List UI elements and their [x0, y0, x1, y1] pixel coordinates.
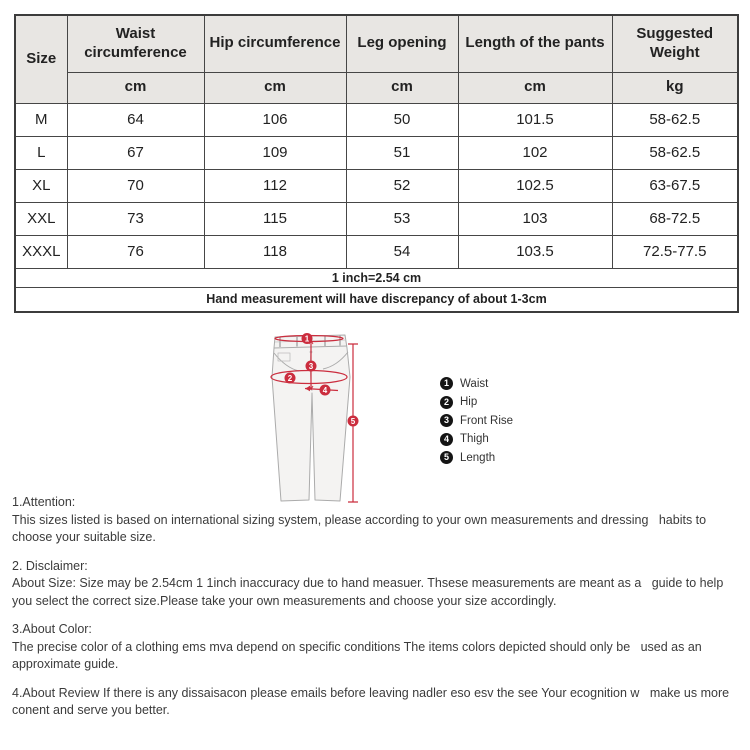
unit-leg-opening: cm [346, 72, 458, 103]
cell-value: 68-72.5 [612, 202, 738, 235]
size-label: XXL [15, 202, 67, 235]
marker-3-front-rise: 3 [308, 361, 314, 371]
unit-hip: cm [204, 72, 346, 103]
cell-value: 72.5-77.5 [612, 235, 738, 268]
cell-value: 64 [67, 103, 204, 136]
size-label: XL [15, 169, 67, 202]
column-header-weight: Suggested Weight [612, 15, 738, 72]
legend-item-front-rise [440, 414, 513, 428]
legend-label-waist: Waist [460, 377, 489, 390]
column-header-size: Size [15, 15, 67, 103]
note-attention-body: This sizes listed is based on international sizing system, please according to your own measurements and dressing habits to choose your suitable size. [12, 512, 710, 544]
note-about-review [12, 685, 742, 720]
legend-badge-2: 2 [440, 396, 453, 409]
note-about-review-body: 4.About Review If there is any dissaisacon please emails before leaving nadler eso esv the see Your ecognition w make us more conent and serve you better. [12, 685, 733, 717]
legend-item-hip [440, 396, 513, 410]
legend-badge-3: 3 [440, 414, 453, 427]
unit-weight: kg [612, 72, 738, 103]
cell-value: 58-62.5 [612, 136, 738, 169]
legend-badge-5: 5 [440, 451, 453, 464]
size-label: XXXL [15, 235, 67, 268]
note-attention [12, 494, 742, 547]
legend-item-waist [440, 377, 513, 391]
cell-value: 51 [346, 136, 458, 169]
cell-value: 53 [346, 202, 458, 235]
cell-value: 70 [67, 169, 204, 202]
column-header-waist: Waist circumference [67, 15, 204, 72]
cell-value: 67 [67, 136, 204, 169]
table-unit-row [15, 72, 738, 103]
size-label: M [15, 103, 67, 136]
note-about-color [12, 621, 742, 674]
note-disclaimer-body: About Size: Size may be 2.54cm 1 1inch inaccuracy due to hand measuer. Thsese measurements are meant as a guide to help you select the correct size.Please take your own measurements and choose your size accordingly. [12, 576, 727, 608]
footnote-row-inch [15, 268, 738, 287]
size-chart-table [14, 14, 739, 313]
column-header-hip: Hip circumference [204, 15, 346, 72]
cell-value: 54 [346, 235, 458, 268]
note-about-color-heading: 3.About Color: [12, 622, 92, 636]
table-row-xxl [15, 202, 738, 235]
cell-value: 76 [67, 235, 204, 268]
cell-value: 109 [204, 136, 346, 169]
cell-value: 118 [204, 235, 346, 268]
legend-badge-1: 1 [440, 377, 453, 390]
table-row-xxxl [15, 235, 738, 268]
cell-value: 102 [458, 136, 612, 169]
note-disclaimer-heading: 2. Disclaimer: [12, 558, 88, 573]
cell-value: 103 [458, 202, 612, 235]
table-row-l [15, 136, 738, 169]
cell-value: 50 [346, 103, 458, 136]
table-header-row [15, 15, 738, 72]
unit-length: cm [458, 72, 612, 103]
pants-measurement-diagram [266, 331, 368, 509]
footnote-measurement-discrepancy: Hand measurement will have discrepancy of about 1-3cm [15, 287, 738, 312]
footnote-inch-conversion: 1 inch=2.54 cm [15, 268, 738, 287]
legend-label-hip: Hip [460, 396, 478, 409]
cell-value: 115 [204, 202, 346, 235]
note-disclaimer [12, 558, 742, 611]
cell-value: 52 [346, 169, 458, 202]
table-row-m [15, 103, 738, 136]
measurement-legend [440, 377, 513, 465]
marker-1-waist: 1 [304, 334, 310, 344]
note-attention-heading: 1.Attention: [12, 495, 76, 509]
cell-value: 63-67.5 [612, 169, 738, 202]
legend-label-thigh: Thigh [460, 433, 489, 446]
cell-value: 101.5 [458, 103, 612, 136]
marker-2-hip: 2 [287, 373, 293, 383]
marker-4-thigh: 4 [322, 385, 328, 395]
cell-value: 106 [204, 103, 346, 136]
cell-value: 58-62.5 [612, 103, 738, 136]
notes-section [12, 494, 742, 731]
cell-value: 102.5 [458, 169, 612, 202]
column-header-length: Length of the pants [458, 15, 612, 72]
size-label: L [15, 136, 67, 169]
footnote-row-discrepancy [15, 287, 738, 312]
note-about-color-body: The precise color of a clothing ems mva depend on specific conditions The items colors depicted should only be used as an approximate guide. [12, 639, 706, 671]
cell-value: 73 [67, 202, 204, 235]
table-row-xl [15, 169, 738, 202]
legend-item-thigh [440, 433, 513, 447]
legend-label-front-rise: Front Rise [460, 414, 514, 427]
cell-value: 112 [204, 169, 346, 202]
cell-value: 103.5 [458, 235, 612, 268]
marker-5-length: 5 [350, 416, 356, 426]
unit-waist: cm [67, 72, 204, 103]
legend-label-length: Length [460, 451, 496, 464]
column-header-leg-opening: Leg opening [346, 15, 458, 72]
legend-item-length [440, 451, 513, 465]
legend-badge-4: 4 [440, 433, 453, 446]
